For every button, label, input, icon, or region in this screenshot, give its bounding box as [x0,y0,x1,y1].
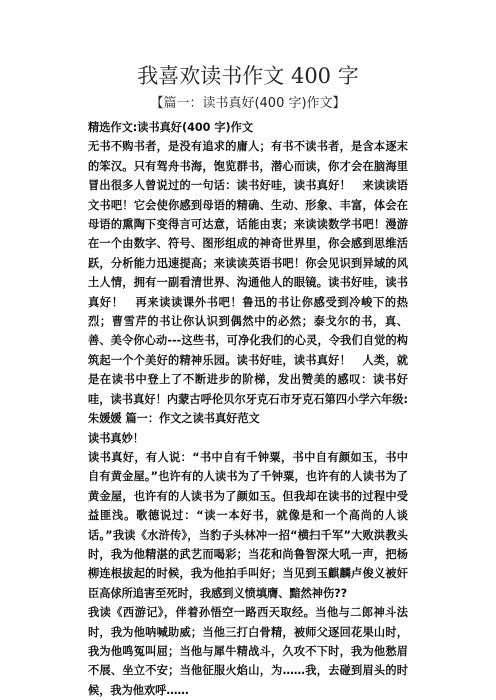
body-paragraph: 我读《西游记》，伴着孙悟空一路西天取经。当他与二郎神斗法时，我为他呐喊助威；当他三打白骨精，被师父逐回花果山时，我为他鸣冤叫屈；当他与犀牛精战斗，久攻不下时，我为他愁眉不展、坐立不安；当他征服火焰山，为……我，去碰到眉头的时候，我为他欢呼…… [88,606,408,697]
section-heading: 读书真妙！ [88,431,144,445]
document-title: 我喜欢读书作文 400 字 [137,64,359,88]
section-heading: 精选作文:读书真好(400 字)作文 [88,121,254,134]
body-paragraph: 无书不购书者，是没有追求的庸人；有书不读书者，是含本逐末的笨汉。只有驾舟书海，饱览群书，潜心而读，你才会在脑海里冒出很多人曾说过的一句话：读书好哇，读书真好！ 来读读语文书吧！它会使你感到母语的精确、生动、形象、丰富，体会在母语的熏陶下变得言可达意，话能由衷；来读读数学书吧！漫游在一个由数字、符号、图形组成的神奇世界里，你会感到思维活跃，分析能力迅速提高；来读读英语书吧！你会见识到异域的风土人情，拥有一副看清世界、沟通他人的眼镜。读书好哇，读书真好！ 再来读读课外书吧！鲁迅的书让你感受到冷峻下的热烈；曹雪芹的书让你认识到偶然中的必然；泰戈尔的书，真、善、美令你心动---这些书，可净化我们的心灵，令我们自觉的构筑起一个个美好的精神乐园。读书好哇，读书真好！ 人类，就是在读书中登上了不断进步的阶梯，发出赞美的感叹：读书好哇，读书真好！内蒙古呼伦贝尔牙克石市牙克石第四小学六年级:朱媛媛 篇一：作文之读书真好范文 [88,140,408,426]
body-paragraph: 读书真好，有人说：“书中自有千钟粟，书中自有颜如玉，书中自有黄金屋。”也许有的人读书为了千钟粟，也许有的人读书为了黄金屋，也许有的人读书为了颜如玉。但我却在读书的过程中受益匪浅。歌德说过：“读一本好书，就像是和一个高尚的人谈话。”我读《水浒传》，当豹子头林冲一招“横扫千军”大败洪教头时，我为他精湛的武艺而喝彩；当花和尚鲁智深大吼一声，把杨柳连根拔起的时候，我为他拍手叫好；当见到玉麒麟卢俊义被奸臣高俅所追害至死时，我感到义愤填膺、黯然神伤?? [88,450,408,600]
document-subtitle: 【篇一：读书真好(400 字)作文】 [150,96,346,111]
document-body [88,118,408,700]
